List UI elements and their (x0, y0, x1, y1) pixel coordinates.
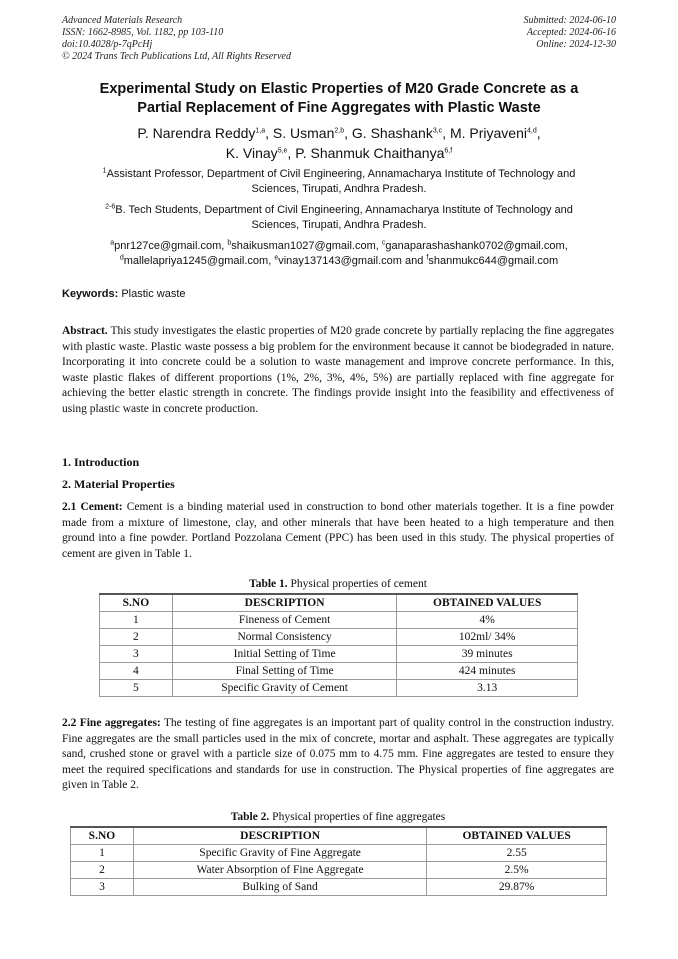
table-header: DESCRIPTION (172, 594, 397, 612)
table-row: 5 Specific Gravity of Cement 3.13 (100, 680, 578, 697)
doi: doi:10.4028/p-7qPcHj (62, 39, 153, 50)
journal-name: Advanced Materials Research (62, 15, 183, 26)
keywords: Keywords: Plastic waste (62, 288, 186, 300)
email-link[interactable]: ganaparashashank0702@gmail.com, (385, 240, 568, 252)
author-list: P. Narendra Reddy$^{1,a}$, S. Usman$^{2,b}$, G. Shashank$^{3,c}$, M. Priyaveni$^{4,d}$, K. Vinay$^{5,e}$, P. Shanmuk Chaithanya$^{6,f}$ (137, 125, 541, 161)
author: M. Priyaveni (449, 125, 527, 141)
affiliation-2: $^{2-6}$B. Tech Students, Department of Civil Engineering, Annamacharya Institute of Technology and Sciences, Tirupati, Andhra Pradesh. (105, 203, 573, 231)
table2-caption: Table 2. Physical properties of fine aggregates (230, 811, 446, 823)
journal-header (62, 15, 291, 63)
table-header: S.NO (71, 827, 134, 845)
dates-header (524, 15, 617, 51)
accepted-date: Accepted: 2024-06-16 (526, 27, 616, 38)
table-row: 4 Final Setting of Time 424 minutes (100, 663, 578, 680)
table-row: 2 Normal Consistency 102ml/ 34% (100, 629, 578, 646)
table-row: 3 Bulking of Sand 29.87% (71, 879, 607, 896)
online-date: Online: 2024-12-30 (536, 39, 616, 50)
submitted-date: Submitted: 2024-06-10 (523, 15, 616, 26)
author: P. Narendra Reddy (137, 125, 256, 141)
table-header: DESCRIPTION (133, 827, 426, 845)
table-row: 2 Water Absorption of Fine Aggregate 2.5% (71, 862, 607, 879)
table-row: 1 Specific Gravity of Fine Aggregate 2.55 (71, 845, 607, 862)
table-header: OBTAINED VALUES (427, 827, 607, 845)
affiliation-1: $^1$Assistant Professor, Department of Civil Engineering, Annamacharya Institute of Technology and Sciences, Tirupati, Andhra Pradesh. (102, 167, 576, 195)
fine-aggregates-paragraph: 2.2 Fine aggregates: The testing of fine aggregates is an important part of quality control in the construction industry. Fine aggregates are the small particles used in the mix of concrete, mortar and asphalt. These aggregates are typically sand, crushed stone or gravel with a particle size of 0.075 mm to 4.75 mm. Fine aggregates are tested to ensure they meet the required specifications and standards for use in construction. The Physical properties of fine aggregates are given in Table 2. (62, 717, 615, 791)
issn: ISSN: 1662-8985, Vol. 1182, pp 103-110 (62, 27, 224, 38)
author-emails: $^a$pnr127ce@gmail.com, $^b$shaikusman1027@gmail.com, $^c$ganaparashashank0702@gmail.com, $^d$mallelapriya1245@gmail.com, $^e$vinay137143@gmail.com and $^f$shanmukc644@gmail.com (110, 239, 568, 267)
email-link[interactable]: mallelapriya1245@gmail.com, (123, 255, 272, 267)
table2 (70, 826, 607, 896)
table-header: S.NO (100, 594, 173, 612)
author: S. Usman (272, 125, 335, 141)
table1 (99, 593, 578, 697)
email-link[interactable]: vinay137143@gmail.com (278, 255, 402, 267)
author: K. Vinay (225, 145, 278, 161)
email-link[interactable]: pnr127ce@gmail.com, (114, 240, 225, 252)
cement-paragraph: 2.1 Cement: Cement is a binding material used in construction to bond other materials together. It is a fine powder made from a mixture of limestone, clay, and other minerals that have been heated to a high temperature and then ground into a fine powder. Portland Pozzolana Cement (PPC) has been used in this study. The physical properties of cement are given in Table 1. (62, 501, 614, 560)
email-link[interactable]: shanmukc644@gmail.com (428, 255, 559, 267)
table-row: 3 Initial Setting of Time 39 minutes (100, 646, 578, 663)
copyright: © 2024 Trans Tech Publications Ltd, All Rights Reserved (62, 51, 291, 62)
email-link[interactable]: shaikusman1027@gmail.com, (231, 240, 379, 252)
author: G. Shashank (351, 125, 433, 141)
table-row: 1 Fineness of Cement 4% (100, 612, 578, 629)
section-heading: 1. Introduction (62, 455, 140, 469)
table-header: OBTAINED VALUES (397, 594, 578, 612)
paper-title: Experimental Study on Elastic Properties of M20 Grade Concrete as a Partial Replacement of Fine Aggregates with Plastic Waste (99, 81, 579, 116)
table1-caption: Table 1. Physical properties of cement (249, 578, 427, 590)
section-heading: 2. Material Properties (62, 477, 175, 491)
author: P. Shanmuk Chaithanya (295, 145, 445, 161)
abstract: Abstract. This study investigates the elastic properties of M20 grade concrete by partially replacing the fine aggregates with plastic waste. Plastic waste possess a big problem for the environment because it cannot be biodegraded in nature. Incorporating it into concrete could be a solution to waste management and improve concrete performance. In this, waste plastic flakes of different proportions (1%, 2%, 3%, 4%, 5%) are partially replaced with fine aggregate for achieving the better elastic strength in concrete. The findings provide insight into the feasibility and effectiveness of using plastic waste in concrete production. (62, 325, 614, 415)
